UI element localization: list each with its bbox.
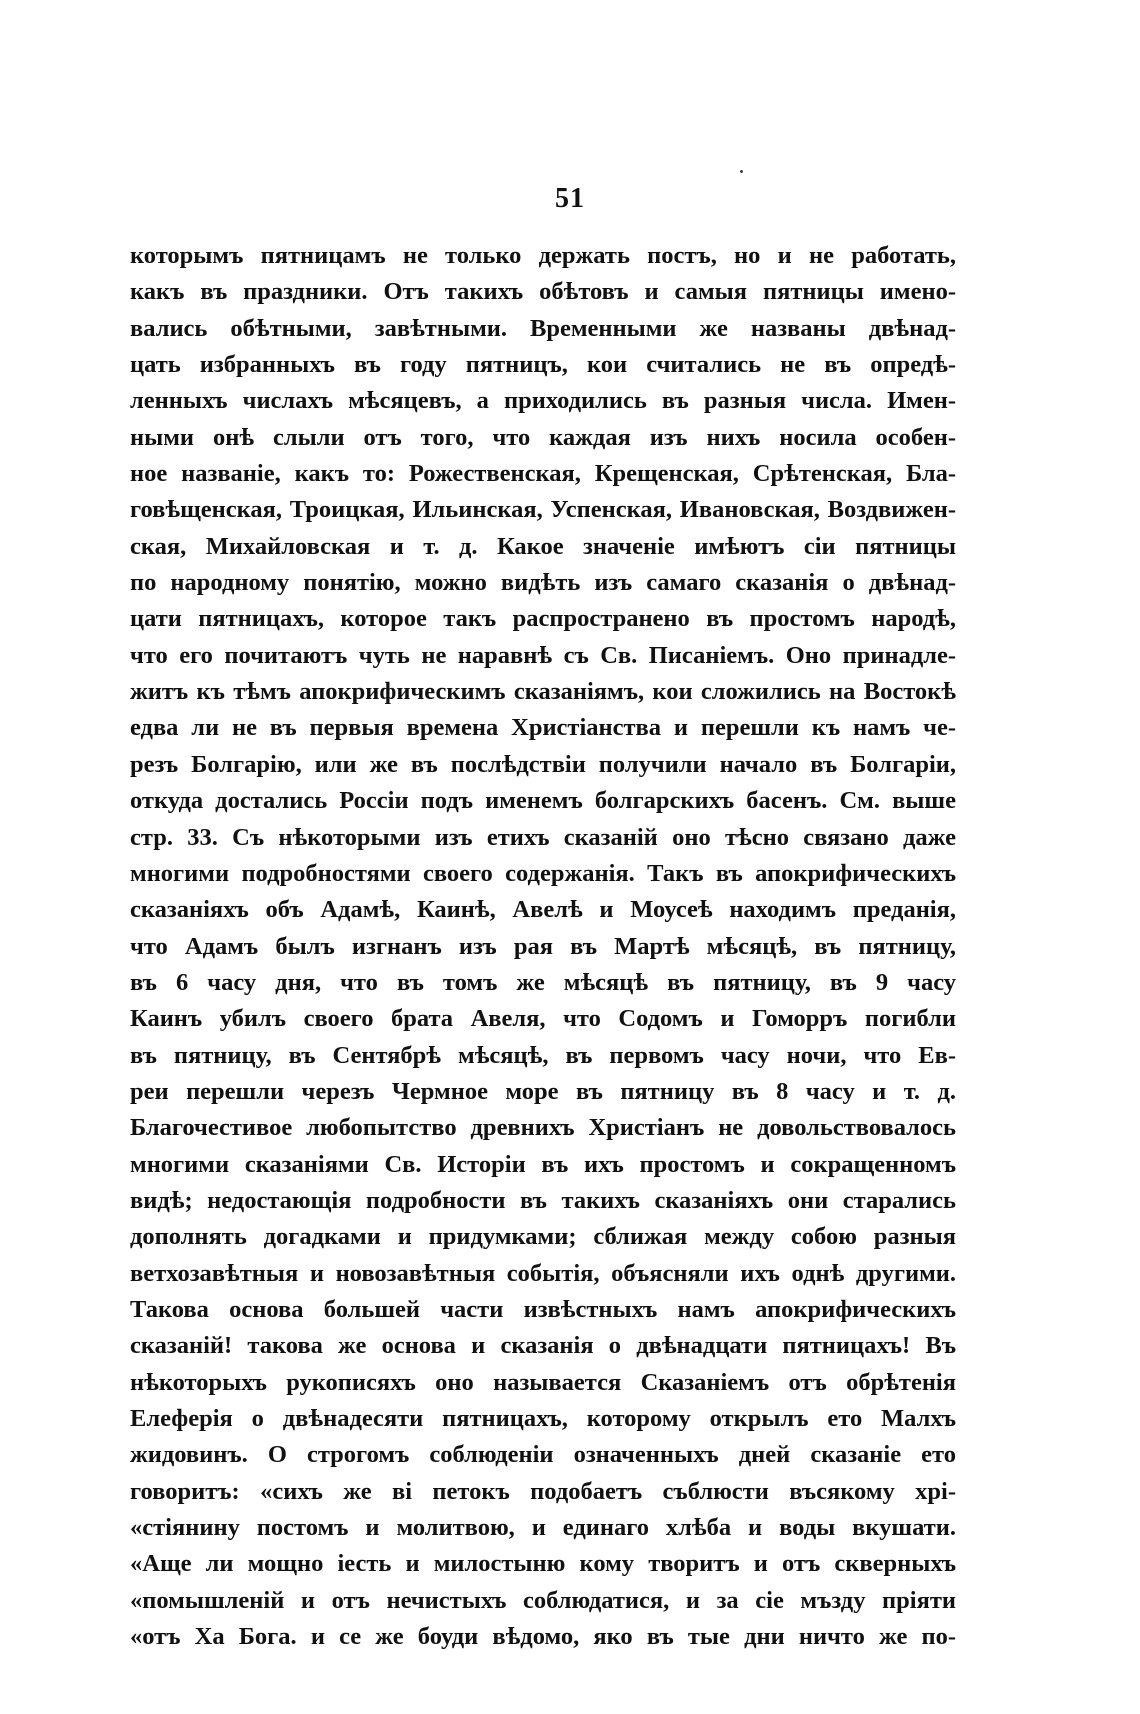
text-line: Благочестивое любопытство древнихъ Христіанъ не довольствовалось [130, 1114, 956, 1142]
text-line: ное названіе, какъ то: Рожественская, Крещенская, Срѣтенская, Бла- [130, 460, 956, 488]
text-line: Елеферія о двѣнадесяти пятницахъ, которому открылъ ето Малхъ [130, 1405, 956, 1432]
text-line: дополнять догадками и придумками; сближая между собою разныя [130, 1223, 956, 1251]
text-line: ленныхъ числахъ мѣсяцевъ, а приходились въ разныя числа. Имен- [130, 387, 956, 415]
text-line: «стіянину постомъ и молитвою, и единаго хлѣба и воды вкушати. [130, 1514, 956, 1542]
text-line: житъ къ тѣмъ апокрифическимъ сказаніямъ, кои сложились на Востокѣ [130, 678, 956, 706]
text-line: Такова основа большей части извѣстныхъ намъ апокрифическихъ [130, 1295, 956, 1323]
text-line: ская, Михайловская и т. д. Какое значеніе имѣютъ сіи пятницы [130, 532, 956, 560]
text-line: «помышленій и отъ нечистыхъ соблюдатися, и за сіе мъзду пріяти [130, 1586, 956, 1614]
text-line: какъ въ праздники. Отъ такихъ обѣтовъ и самыя пятницы имено- [130, 278, 956, 306]
text-line: жидовинъ. О строгомъ соблюденіи означенныхъ дней сказаніе ето [130, 1441, 956, 1469]
text-line: откуда достались Россіи подъ именемъ болгарскихъ басенъ. См. выше [130, 787, 956, 815]
text-line: говоритъ: «сихъ же ві петокъ подобаетъ съблюсти въсякому хрі- [130, 1477, 956, 1505]
text-line: говѣщенская, Троицкая, Ильинская, Успенская, Ивановская, Воздвижен- [130, 496, 956, 524]
text-line: резъ Болгарію, или же въ послѣдствіи получили начало въ Болгаріи, [130, 750, 956, 778]
text-line: едва ли не въ первыя времена Христіанства и перешли къ намъ че- [130, 714, 956, 742]
text-line: «отъ Ха Бога. и се же боуди вѣдомо, яко въ тые дни ничто же по- [130, 1623, 956, 1651]
text-line: сказаній! такова же основа и сказанія о двѣнадцати пятницахъ! Въ [130, 1332, 956, 1360]
text-line: въ 6 часу дня, что въ томъ же мѣсяцѣ въ пятницу, въ 9 часу [130, 968, 956, 996]
text-line: ными онѣ слыли отъ того, что каждая изъ нихъ носила особен- [130, 423, 956, 451]
text-line: стр. 33. Съ нѣкоторыми изъ етихъ сказаній оно тѣсно связано даже [130, 823, 956, 851]
text-line: въ пятницу, въ Сентябрѣ мѣсяцѣ, въ первомъ часу ночи, что Ев- [130, 1041, 956, 1069]
text-line: что Адамъ былъ изгнанъ изъ рая въ Мартѣ мѣсяцѣ, въ пятницу, [130, 932, 956, 960]
body-text [130, 238, 956, 1655]
text-line: цать избранныхъ въ году пятницъ, кои считались не въ опредѣ- [130, 351, 956, 379]
paper-speck [740, 170, 743, 173]
text-line: которымъ пятницамъ не только держать постъ, но и не работать, [130, 242, 956, 269]
text-line: «Аще ли мощно іесть и милостыню кому творитъ и отъ скверныхъ [130, 1550, 956, 1578]
text-line: вались обѣтными, завѣтными. Временными же названы двѣнад- [130, 314, 956, 342]
text-line: многими сказаніями Св. Исторіи въ ихъ простомъ и сокращенномъ [130, 1150, 956, 1178]
page-number: 51 [555, 183, 585, 214]
text-line: цати пятницахъ, которое такъ распространено въ простомъ народѣ, [130, 605, 956, 633]
text-line: Каинъ убилъ своего брата Авеля, что Содомъ и Гоморръ погибли [130, 1005, 956, 1033]
text-line: что его почитаютъ чуть не наравнѣ съ Св. Писаніемъ. Оно принадле- [130, 641, 956, 669]
text-line: многими подробностями своего содержанія. Такъ въ апокрифическихъ [130, 859, 956, 887]
text-line: реи перешли черезъ Чермное море въ пятницу въ 8 часу и т. д. [130, 1077, 956, 1105]
text-line: сказаніяхъ объ Адамѣ, Каинѣ, Авелѣ и Моусеѣ находимъ преданія, [130, 896, 956, 924]
text-line: ветхозавѣтныя и новозавѣтныя событія, объясняли ихъ однѣ другими. [130, 1259, 956, 1287]
text-line: видѣ; недостающія подробности въ такихъ сказаніяхъ они старались [130, 1186, 956, 1214]
text-line: по народному понятію, можно видѣть изъ самаго сказанія о двѣнад- [130, 569, 956, 597]
text-line: нѣкоторыхъ рукописяхъ оно называется Сказаніемъ отъ обрѣтенія [130, 1368, 956, 1396]
